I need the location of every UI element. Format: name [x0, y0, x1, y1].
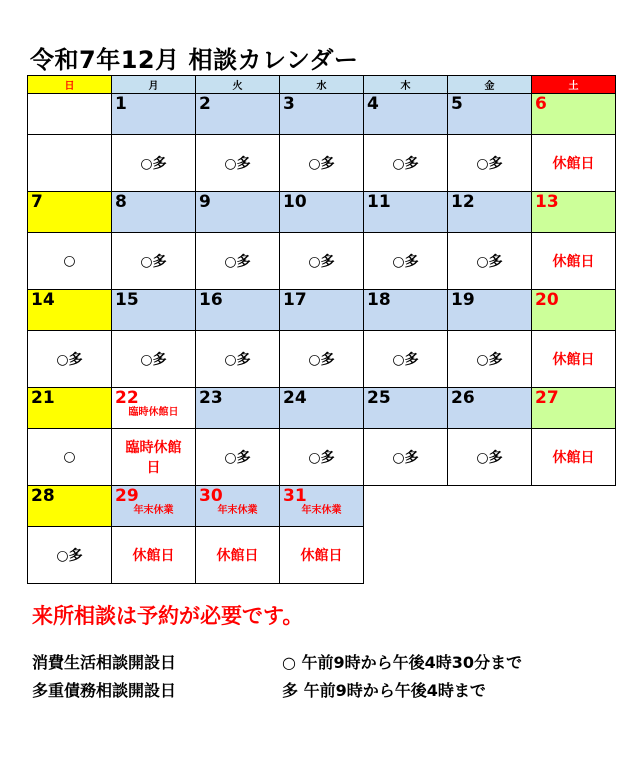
day-number-cell: [280, 486, 364, 527]
empty-cell: [532, 527, 616, 584]
day-number: 30: [199, 486, 223, 506]
day-number: 14: [31, 290, 55, 310]
day-number: 23: [199, 388, 223, 408]
empty-cell: [532, 486, 616, 527]
day-number: 27: [535, 388, 559, 408]
day-number-cell: [112, 388, 196, 429]
day-status-cell: 休館日: [532, 331, 616, 388]
day-number: 11: [367, 192, 391, 212]
day-number: 26: [451, 388, 475, 408]
empty-cell: [364, 527, 448, 584]
day-number: 29: [115, 486, 139, 506]
legend-description: 多 午前9時から午後4時まで: [282, 681, 486, 700]
day-number: 16: [199, 290, 223, 310]
day-number: 4: [367, 94, 379, 114]
day-number-cell: [280, 94, 364, 135]
day-number: 1: [115, 94, 127, 114]
weekday-header-thu: 木: [364, 76, 448, 94]
day-number: 2: [199, 94, 211, 114]
weekday-header-sat: 土: [532, 76, 616, 94]
day-note: 年末休業: [301, 505, 342, 516]
day-number: 10: [283, 192, 307, 212]
day-number: 31: [283, 486, 307, 506]
weekday-header-fri: 金: [448, 76, 532, 94]
day-status-cell: ○多: [364, 135, 448, 192]
day-status-cell: ○多: [28, 331, 112, 388]
week-1-status-row: [28, 135, 616, 192]
day-status-cell: 休館日: [196, 527, 280, 584]
day-number-cell: [28, 388, 112, 429]
day-status-cell: ○多: [112, 233, 196, 290]
week-4-number-row: [28, 388, 616, 429]
week-2-status-row: [28, 233, 616, 290]
week-3-status-row: [28, 331, 616, 388]
day-number-cell: [532, 290, 616, 331]
day-number: 8: [115, 192, 127, 212]
day-status-cell: ○多: [280, 331, 364, 388]
day-number: 13: [535, 192, 559, 212]
day-number-cell: [448, 388, 532, 429]
day-number: 15: [115, 290, 139, 310]
day-status-cell: ○多: [280, 135, 364, 192]
week-3-number-row: [28, 290, 616, 331]
week-4-status-row: [28, 429, 616, 486]
legend-label: 消費生活相談開設日: [32, 653, 177, 672]
day-number: 18: [367, 290, 391, 310]
day-number: 21: [31, 388, 55, 408]
day-number-cell: [364, 388, 448, 429]
day-number-cell: [28, 486, 112, 527]
day-number-cell: [112, 94, 196, 135]
legend-row: [32, 678, 486, 701]
empty-cell: [448, 527, 532, 584]
weekday-header-mon: 月: [112, 76, 196, 94]
page-title: 令和7年12月 相談カレンダー: [30, 46, 359, 74]
day-number-cell: [364, 192, 448, 233]
day-status-cell: ○多: [448, 135, 532, 192]
day-status-cell: ○多: [448, 429, 532, 486]
day-number-cell: [196, 388, 280, 429]
weekday-header-sun: 日: [28, 76, 112, 94]
day-status-cell: [28, 135, 112, 192]
day-number-cell: [28, 290, 112, 331]
day-number: 3: [283, 94, 295, 114]
day-number-cell: [280, 290, 364, 331]
day-status-cell: ○多: [196, 135, 280, 192]
day-number-cell: [448, 192, 532, 233]
day-number-cell: [532, 94, 616, 135]
day-status-cell: 休館日: [112, 527, 196, 584]
day-number-cell: [112, 486, 196, 527]
day-number: 19: [451, 290, 475, 310]
day-cell-empty: [28, 94, 112, 135]
day-number: 6: [535, 94, 547, 114]
day-number-cell: [532, 192, 616, 233]
legend-label: 多重債務相談開設日: [32, 681, 177, 700]
day-status-cell: ○多: [448, 233, 532, 290]
day-status-cell: ○多: [280, 233, 364, 290]
day-number-cell: [196, 94, 280, 135]
week-2-number-row: [28, 192, 616, 233]
day-status-cell: ○多: [448, 331, 532, 388]
day-number-cell: [364, 290, 448, 331]
day-status-cell: ○多: [196, 331, 280, 388]
day-number: 12: [451, 192, 475, 212]
day-number-cell: [28, 192, 112, 233]
day-status-cell: ○多: [28, 527, 112, 584]
day-note: 臨時休館日: [128, 407, 179, 418]
day-status-cell: ○: [28, 429, 112, 486]
day-number: 25: [367, 388, 391, 408]
empty-cell: [364, 486, 448, 527]
weekday-header-row: [28, 76, 616, 94]
legend-description: ○ 午前9時から午後4時30分まで: [282, 653, 523, 672]
day-status-cell: 休館日: [532, 233, 616, 290]
day-number-cell: [532, 388, 616, 429]
calendar-table: [27, 75, 616, 584]
day-note: 年末休業: [133, 505, 174, 516]
day-number-cell: [112, 290, 196, 331]
day-number: 7: [31, 192, 43, 212]
day-number-cell: [364, 94, 448, 135]
day-status-cell: ○: [28, 233, 112, 290]
day-number: 5: [451, 94, 463, 114]
day-status-cell: 休館日: [532, 429, 616, 486]
day-number: 9: [199, 192, 211, 212]
day-status-cell: ○多: [112, 331, 196, 388]
legend-row: [32, 650, 522, 673]
empty-cell: [448, 486, 532, 527]
day-number-cell: [280, 388, 364, 429]
day-note: 年末休業: [217, 505, 258, 516]
weekday-header-tue: 火: [196, 76, 280, 94]
day-status-cell: 休館日: [280, 527, 364, 584]
day-number-cell: [448, 290, 532, 331]
week-5-status-row: [28, 527, 616, 584]
day-number-cell: [196, 192, 280, 233]
day-status-cell: 臨時休館日: [112, 429, 196, 486]
day-status-cell: ○多: [196, 233, 280, 290]
day-number-cell: [196, 290, 280, 331]
day-status-cell: ○多: [196, 429, 280, 486]
day-number: 20: [535, 290, 559, 310]
day-number-cell: [112, 192, 196, 233]
day-status-cell: ○多: [364, 233, 448, 290]
day-number-cell: [196, 486, 280, 527]
weekday-header-wed: 水: [280, 76, 364, 94]
day-status-cell: ○多: [280, 429, 364, 486]
reservation-notice: 来所相談は予約が必要です。: [32, 604, 304, 628]
day-number-cell: [280, 192, 364, 233]
day-status-cell: ○多: [364, 429, 448, 486]
day-status-cell: ○多: [112, 135, 196, 192]
day-status-cell: 休館日: [532, 135, 616, 192]
day-number: 22: [115, 388, 139, 408]
day-number: 17: [283, 290, 307, 310]
week-5-number-row: [28, 486, 616, 527]
day-number-cell: [448, 94, 532, 135]
day-number: 28: [31, 486, 55, 506]
day-number: 24: [283, 388, 307, 408]
week-1-number-row: [28, 94, 616, 135]
day-status-cell: ○多: [364, 331, 448, 388]
